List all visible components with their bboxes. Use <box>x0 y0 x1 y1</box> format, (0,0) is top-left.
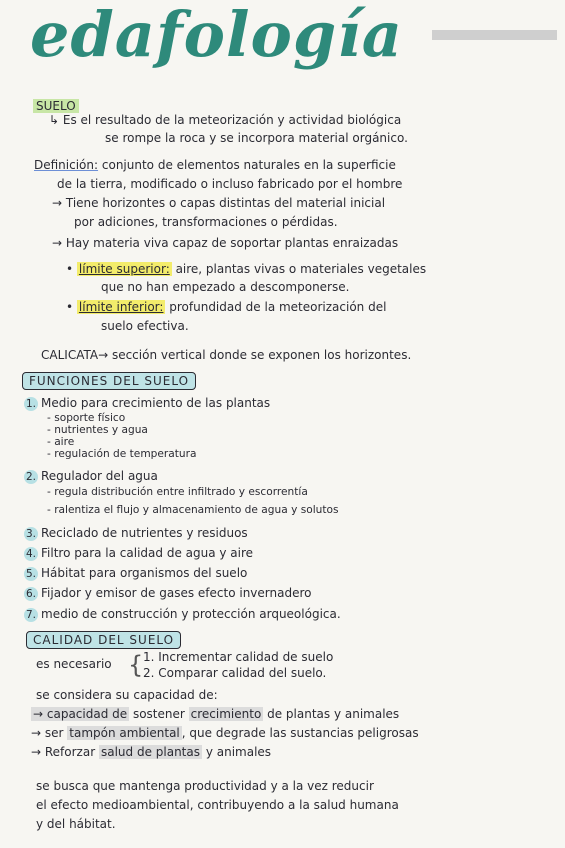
funcion-number-5: 5. <box>25 568 37 580</box>
capacidad-d: de plantas y animales <box>267 707 400 721</box>
definicion-label: Definición: <box>34 158 99 172</box>
funcion-1-sub-1: - soporte físico <box>47 412 126 424</box>
funcion-text-6: Fijador y emisor de gases efecto invernadero <box>41 586 312 600</box>
reforzar-a: → Reforzar <box>31 745 96 759</box>
limite-superior-text: aire, plantas vivas o materiales vegetales <box>175 262 427 276</box>
capacidad-c: crecimiento <box>190 707 262 721</box>
funcion-1-sub-2: - nutrientes y agua <box>47 424 148 436</box>
funcion-text-2: Regulador del agua <box>41 469 158 483</box>
funcion-number-1: 1. <box>25 398 37 410</box>
funcion-item-4 <box>24 546 253 561</box>
capacidad-line <box>31 707 399 721</box>
limite-inferior-line-2: suelo efectiva. <box>101 319 189 333</box>
definicion-line-2: de la tierra, modificado o incluso fabricado por el hombre <box>57 177 403 191</box>
page-title: edafología <box>30 0 403 71</box>
funcion-item-3 <box>24 526 248 541</box>
funcion-number-6: 6. <box>25 588 37 600</box>
limite-inferior-label: límite inferior: <box>78 300 164 314</box>
definicion-bullet-1-line-2: por adiciones, transformaciones o pérdidas. <box>74 215 338 229</box>
limite-superior-line-2: que no han empezado a descomponerse. <box>101 280 350 294</box>
limite-inferior-text: profundidad de la meteorización del <box>169 300 387 314</box>
funcion-text-7: medio de construcción y protección arqueológica. <box>41 607 341 621</box>
funcion-item-5 <box>24 566 247 581</box>
funcion-text-5: Hábitat para organismos del suelo <box>41 566 248 580</box>
funciones-heading: FUNCIONES DEL SUELO <box>22 372 196 390</box>
funcion-1-sub-3: - aire <box>47 436 75 448</box>
calidad-heading: CALIDAD DEL SUELO <box>26 631 181 649</box>
calidad-option-2: 2. Comparar calidad del suelo. <box>143 666 327 680</box>
funcion-item-6 <box>24 586 311 601</box>
final-line-1: se busca que mantenga productividad y a la vez reducir <box>36 779 374 793</box>
calicata-text: CALICATA→ sección vertical donde se exponen los horizontes. <box>41 348 412 362</box>
considera-text: se considera su capacidad de: <box>36 688 218 702</box>
definicion-text-1: conjunto de elementos naturales en la superficie <box>101 158 396 172</box>
limite-superior-line-1 <box>66 262 426 276</box>
reforzar-line <box>31 745 271 759</box>
capacidad-b: sostener <box>132 707 185 721</box>
limite-superior-label: límite superior: <box>78 262 170 276</box>
es-necesario-text: es necesario <box>36 657 112 671</box>
tampon-b: tampón ambiental <box>69 726 180 740</box>
funcion-number-2: 2. <box>25 471 37 483</box>
title-underline-bar <box>432 30 557 40</box>
funcion-text-3: Reciclado de nutrientes y residuos <box>41 526 248 540</box>
funcion-item-2 <box>24 469 158 484</box>
brace-icon: { <box>128 651 144 679</box>
funcion-number-3: 3. <box>25 528 37 540</box>
reforzar-c: y animales <box>205 745 272 759</box>
funcion-item-7 <box>24 607 341 622</box>
limite-inferior-line-1 <box>66 300 386 314</box>
tampon-line <box>31 726 419 740</box>
definicion-bullet-2: → Hay materia viva capaz de soportar plantas enraizadas <box>52 236 399 250</box>
funcion-item-1 <box>24 396 270 411</box>
funcion-text-1: Medio para crecimiento de las plantas <box>41 396 271 410</box>
final-line-2: el efecto medioambiental, contribuyendo a la salud humana <box>36 798 399 812</box>
capacidad-a: → capacidad de <box>33 707 128 721</box>
bullet-dot-icon: • <box>66 300 74 314</box>
funcion-number-7: 7. <box>25 609 37 621</box>
reforzar-b: salud de plantas <box>100 745 200 759</box>
funcion-1-sub-4: - regulación de temperatura <box>47 448 197 460</box>
final-line-3: y del hábitat. <box>36 817 116 831</box>
tampon-c: , que degrade las sustancias peligrosas <box>181 726 419 740</box>
funcion-2-sub-2: - ralentiza el flujo y almacenamiento de agua y solutos <box>47 504 339 516</box>
funcion-text-4: Filtro para la calidad de agua y aire <box>41 546 254 560</box>
definicion-bullet-1-line-1: → Tiene horizontes o capas distintas del material inicial <box>52 196 386 210</box>
bullet-dot-icon: • <box>66 262 74 276</box>
calidad-option-1: 1. Incrementar calidad de suelo <box>143 650 334 664</box>
definicion-line-1 <box>34 158 396 172</box>
suelo-heading: SUELO <box>33 99 79 113</box>
suelo-line-2: se rompe la roca y se incorpora material orgánico. <box>105 131 408 145</box>
funcion-2-sub-1: - regula distribución entre infiltrado y escorrentía <box>47 486 308 498</box>
funcion-number-4: 4. <box>25 548 37 560</box>
tampon-a: → ser <box>31 726 64 740</box>
suelo-line-1: ↳ Es el resultado de la meteorización y actividad biológica <box>49 113 402 127</box>
